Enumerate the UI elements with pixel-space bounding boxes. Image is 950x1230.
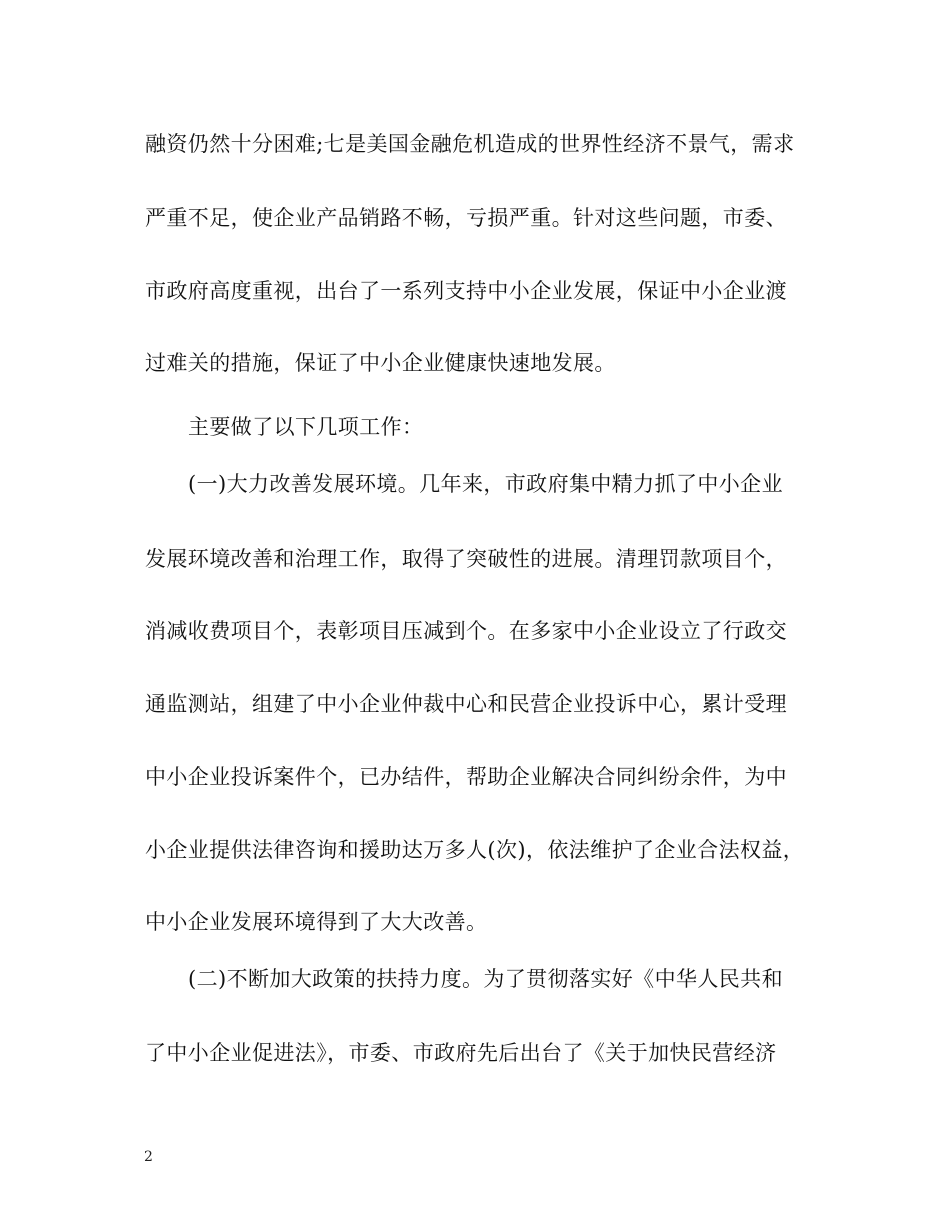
body-text-line: 过难关的措施，保证了中小企业健康快速地发展。 (145, 351, 616, 375)
body-text-line: 了中小企业促进法》，市委、市政府先后出台了《关于加快民营经济 (145, 1041, 777, 1065)
body-text-line: 通监测站，组建了中小企业仲裁中心和民营企业投诉中心，累计受理 (145, 692, 787, 716)
section-heading-line: (二)不断加大政策的扶持力度。为了贯彻落实好《中华人民共和 (188, 967, 783, 991)
body-text-line: 小企业提供法律咨询和援助达万多人(次)，依法维护了企业合法权益， (145, 838, 805, 862)
body-text-line: 中小企业投诉案件个，已办结件，帮助企业解决合同纠纷余件，为中 (145, 765, 787, 789)
section-intro-line: 主要做了以下几项工作： (188, 415, 424, 439)
body-text-line: 融资仍然十分困难;七是美国金融危机造成的世界性经济不景气，需求 (145, 132, 795, 156)
body-text-line: 市政府高度重视，出台了一系列支持中小企业发展，保证中小企业渡 (145, 279, 787, 303)
section-heading-line: (一)大力改善发展环境。几年来，市政府集中精力抓了中小企业 (188, 472, 783, 496)
body-text-line: 消减收费项目个，表彰项目压减到个。在多家中小企业设立了行政交 (145, 619, 787, 643)
body-text-line: 发展环境改善和治理工作，取得了突破性的进展。清理罚款项目个， (145, 547, 787, 571)
body-text-line: 中小企业发展环境得到了大大改善。 (145, 910, 488, 934)
page-number: 2 (144, 1149, 153, 1165)
body-text-line: 严重不足，使企业产品销路不畅，亏损严重。针对这些问题，市委、 (145, 206, 787, 230)
